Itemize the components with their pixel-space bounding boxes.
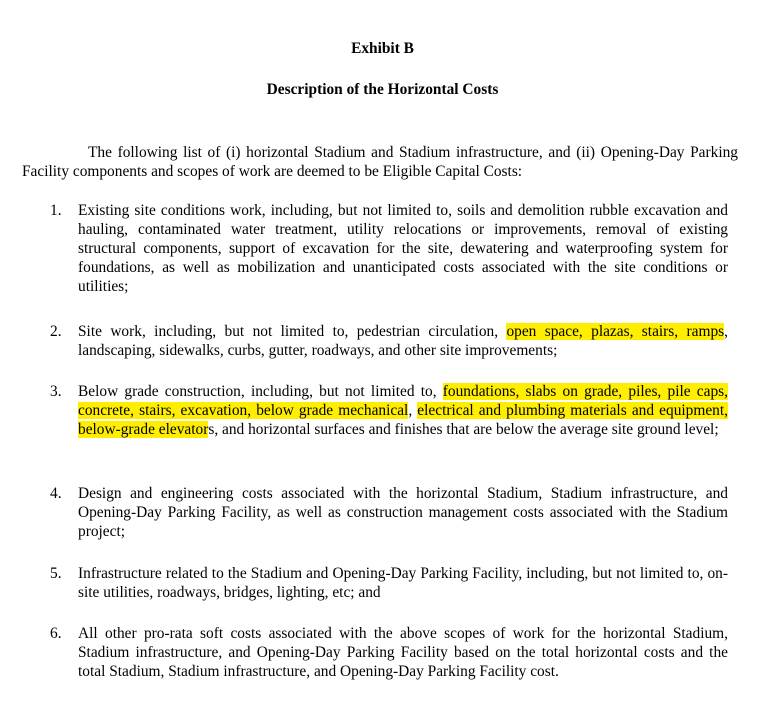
text-segment: Site work, including, but not limited to, pedestrian circulation, [78,323,507,340]
highlighted-text: open space, plazas, stairs, ramps [506,323,725,340]
intro-paragraph: The following list of (i) horizontal Stadium and Stadium infrastructure, and (ii) Opening-Day Parking Facility components and scopes of work are deemed to be Eligible Capital Costs: [22,144,738,180]
text-segment: , [408,402,418,419]
list-item-text: All other pro-rata soft costs associated with the above scopes of work for the horizontal Stadium, Stadium infrastructure, and Opening-Day Parking Facility based on the total horizontal costs and the total Stadium, Stadium infrastructure, and Opening-Day Parking Facility cost. [78,625,728,680]
highlighted-text: electrical and plumbing materials and equipment, below-grade elevator [78,402,728,438]
list-item-text: Existing site conditions work, including, but not limited to, soils and demolition rubble excavation and hauling, contaminated water treatment, utility relocations or improvements, removal of existing structural components, support of excavation for the site, dewatering and waterproofing system for foundations, as well as mobilization and unanticipated costs associated with the site conditions or utilities; [78,202,728,295]
list-item-text [78,382,728,439]
list-item-number: 2. [50,323,62,340]
list-item-number: 1. [50,202,62,219]
highlighted-text: foundations, slabs on grade, piles, pile caps, concrete, stairs, excavation, below grade mechanical [78,383,728,419]
list-item-number: 6. [50,625,62,642]
exhibit-title: Exhibit B [351,40,414,57]
list-item-number: 5. [50,565,62,582]
text-segment: Below grade construction, including, but not limited to, [78,383,443,400]
list-item-number: 3. [50,383,62,400]
list-item-text [78,322,728,360]
list-item-text: Infrastructure related to the Stadium and Opening-Day Parking Facility, including, but not limited to, on-site utilities, roadways, bridges, lighting, etc; and [78,565,728,601]
document-subtitle: Description of the Horizontal Costs [266,81,499,98]
text-segment: , landscaping, sidewalks, curbs, gutter, roadways, and other site improvements; [78,323,728,359]
list-item-number: 4. [50,485,62,502]
list-item-text: Design and engineering costs associated with the horizontal Stadium, Stadium infrastructure, and Opening-Day Parking Facility, as well as construction management costs associated with the Stadium project; [78,485,728,540]
text-segment: s, and horizontal surfaces and finishes that are below the average site ground level; [208,421,719,438]
